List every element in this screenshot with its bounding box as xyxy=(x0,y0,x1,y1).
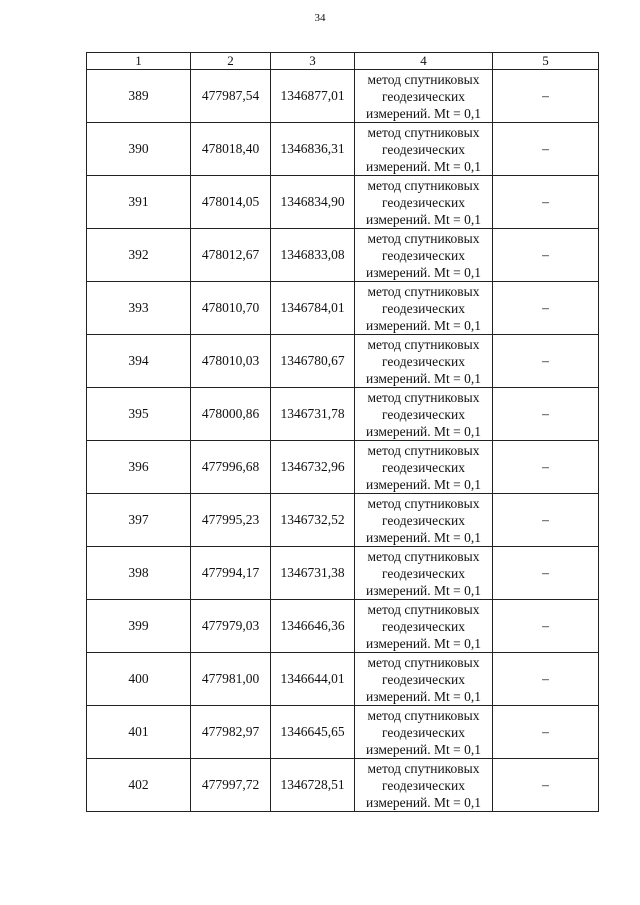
column-header-4: 4 xyxy=(355,53,493,70)
method-line-2: геодезических xyxy=(382,406,465,422)
table-row xyxy=(87,706,599,759)
coordinate-x: 478010,03 xyxy=(191,335,271,388)
coordinate-y: 1346731,78 xyxy=(271,388,355,441)
method-description xyxy=(355,229,493,282)
point-number: 390 xyxy=(87,123,191,176)
method-line-3: измерений. Mt = 0,1 xyxy=(365,317,482,333)
method-description xyxy=(355,176,493,229)
coordinate-y: 1346731,38 xyxy=(271,547,355,600)
method-line-3: измерений. Mt = 0,1 xyxy=(365,529,482,545)
coordinate-y: 1346784,01 xyxy=(271,282,355,335)
column-header-3: 3 xyxy=(271,53,355,70)
table-row xyxy=(87,759,599,812)
method-line-1: метод спутниковых xyxy=(367,230,480,246)
coordinate-x: 477987,54 xyxy=(191,70,271,123)
table-row xyxy=(87,547,599,600)
coordinate-x: 478012,67 xyxy=(191,229,271,282)
table-row xyxy=(87,123,599,176)
method-description xyxy=(355,600,493,653)
method-description xyxy=(355,547,493,600)
method-line-2: геодезических xyxy=(382,300,465,316)
coordinate-x: 478018,40 xyxy=(191,123,271,176)
method-line-3: измерений. Mt = 0,1 xyxy=(365,635,482,651)
method-line-3: измерений. Mt = 0,1 xyxy=(365,423,482,439)
method-line-3: измерений. Mt = 0,1 xyxy=(365,582,482,598)
note-cell: – xyxy=(493,441,599,494)
coordinate-y: 1346836,31 xyxy=(271,123,355,176)
note-cell: – xyxy=(493,123,599,176)
note-cell: – xyxy=(493,494,599,547)
coordinate-y: 1346834,90 xyxy=(271,176,355,229)
point-number: 395 xyxy=(87,388,191,441)
method-line-1: метод спутниковых xyxy=(367,495,480,511)
column-header-2: 2 xyxy=(191,53,271,70)
table-row xyxy=(87,388,599,441)
note-cell: – xyxy=(493,282,599,335)
note-cell: – xyxy=(493,176,599,229)
coordinate-x: 478010,70 xyxy=(191,282,271,335)
method-line-3: измерений. Mt = 0,1 xyxy=(365,688,482,704)
table-row xyxy=(87,653,599,706)
point-number: 398 xyxy=(87,547,191,600)
point-number: 396 xyxy=(87,441,191,494)
note-cell: – xyxy=(493,70,599,123)
method-line-1: метод спутниковых xyxy=(367,336,480,352)
coordinate-x: 477995,23 xyxy=(191,494,271,547)
method-description xyxy=(355,123,493,176)
method-line-1: метод спутниковых xyxy=(367,760,480,776)
method-line-2: геодезических xyxy=(382,724,465,740)
table-row xyxy=(87,335,599,388)
method-line-2: геодезических xyxy=(382,671,465,687)
coordinate-x: 477981,00 xyxy=(191,653,271,706)
coordinate-y: 1346833,08 xyxy=(271,229,355,282)
table-row xyxy=(87,441,599,494)
coordinate-y: 1346644,01 xyxy=(271,653,355,706)
method-line-1: метод спутниковых xyxy=(367,124,480,140)
note-cell: – xyxy=(493,759,599,812)
method-description xyxy=(355,494,493,547)
note-cell: – xyxy=(493,547,599,600)
method-description xyxy=(355,706,493,759)
table-row xyxy=(87,229,599,282)
point-number: 399 xyxy=(87,600,191,653)
table-body xyxy=(87,70,599,812)
coordinate-y: 1346780,67 xyxy=(271,335,355,388)
note-cell: – xyxy=(493,706,599,759)
method-line-3: измерений. Mt = 0,1 xyxy=(365,741,482,757)
table-row xyxy=(87,176,599,229)
method-description xyxy=(355,388,493,441)
coordinate-x: 477997,72 xyxy=(191,759,271,812)
point-number: 392 xyxy=(87,229,191,282)
note-cell: – xyxy=(493,229,599,282)
method-line-2: геодезических xyxy=(382,618,465,634)
method-line-1: метод спутниковых xyxy=(367,177,480,193)
method-line-2: геодезических xyxy=(382,247,465,263)
note-cell: – xyxy=(493,600,599,653)
method-line-1: метод спутниковых xyxy=(367,442,480,458)
coordinate-y: 1346732,52 xyxy=(271,494,355,547)
method-line-1: метод спутниковых xyxy=(367,654,480,670)
column-header-1: 1 xyxy=(87,53,191,70)
method-line-2: геодезических xyxy=(382,565,465,581)
point-number: 397 xyxy=(87,494,191,547)
method-line-1: метод спутниковых xyxy=(367,71,480,87)
column-header-5: 5 xyxy=(493,53,599,70)
method-line-3: измерений. Mt = 0,1 xyxy=(365,370,482,386)
table-row xyxy=(87,70,599,123)
method-line-1: метод спутниковых xyxy=(367,389,480,405)
note-cell: – xyxy=(493,335,599,388)
method-line-3: измерений. Mt = 0,1 xyxy=(365,264,482,280)
table-row xyxy=(87,494,599,547)
method-line-1: метод спутниковых xyxy=(367,707,480,723)
method-line-2: геодезических xyxy=(382,353,465,369)
method-line-2: геодезических xyxy=(382,777,465,793)
method-line-2: геодезических xyxy=(382,459,465,475)
coordinates-table xyxy=(86,52,599,812)
method-line-1: метод спутниковых xyxy=(367,283,480,299)
point-number: 391 xyxy=(87,176,191,229)
table-header-row xyxy=(87,53,599,70)
point-number: 394 xyxy=(87,335,191,388)
table-row xyxy=(87,600,599,653)
method-description xyxy=(355,759,493,812)
coordinate-x: 477982,97 xyxy=(191,706,271,759)
note-cell: – xyxy=(493,388,599,441)
coordinate-x: 477994,17 xyxy=(191,547,271,600)
point-number: 401 xyxy=(87,706,191,759)
coordinate-x: 478000,86 xyxy=(191,388,271,441)
coordinate-y: 1346645,65 xyxy=(271,706,355,759)
point-number: 402 xyxy=(87,759,191,812)
method-line-2: геодезических xyxy=(382,88,465,104)
coordinate-y: 1346732,96 xyxy=(271,441,355,494)
method-description xyxy=(355,441,493,494)
coordinate-y: 1346646,36 xyxy=(271,600,355,653)
method-description xyxy=(355,282,493,335)
page-number: 34 xyxy=(314,12,326,24)
note-cell: – xyxy=(493,653,599,706)
method-line-2: геодезических xyxy=(382,141,465,157)
method-description xyxy=(355,335,493,388)
coordinate-y: 1346877,01 xyxy=(271,70,355,123)
method-line-3: измерений. Mt = 0,1 xyxy=(365,211,482,227)
method-description xyxy=(355,70,493,123)
method-line-3: измерений. Mt = 0,1 xyxy=(365,158,482,174)
method-line-1: метод спутниковых xyxy=(367,548,480,564)
method-line-1: метод спутниковых xyxy=(367,601,480,617)
coordinate-x: 477996,68 xyxy=(191,441,271,494)
method-description xyxy=(355,653,493,706)
method-line-3: измерений. Mt = 0,1 xyxy=(365,794,482,810)
table-row xyxy=(87,282,599,335)
coordinate-x: 478014,05 xyxy=(191,176,271,229)
method-line-3: измерений. Mt = 0,1 xyxy=(365,476,482,492)
point-number: 393 xyxy=(87,282,191,335)
method-line-2: геодезических xyxy=(382,512,465,528)
method-line-3: измерений. Mt = 0,1 xyxy=(365,105,482,121)
coordinate-y: 1346728,51 xyxy=(271,759,355,812)
coordinate-x: 477979,03 xyxy=(191,600,271,653)
point-number: 400 xyxy=(87,653,191,706)
point-number: 389 xyxy=(87,70,191,123)
method-line-2: геодезических xyxy=(382,194,465,210)
